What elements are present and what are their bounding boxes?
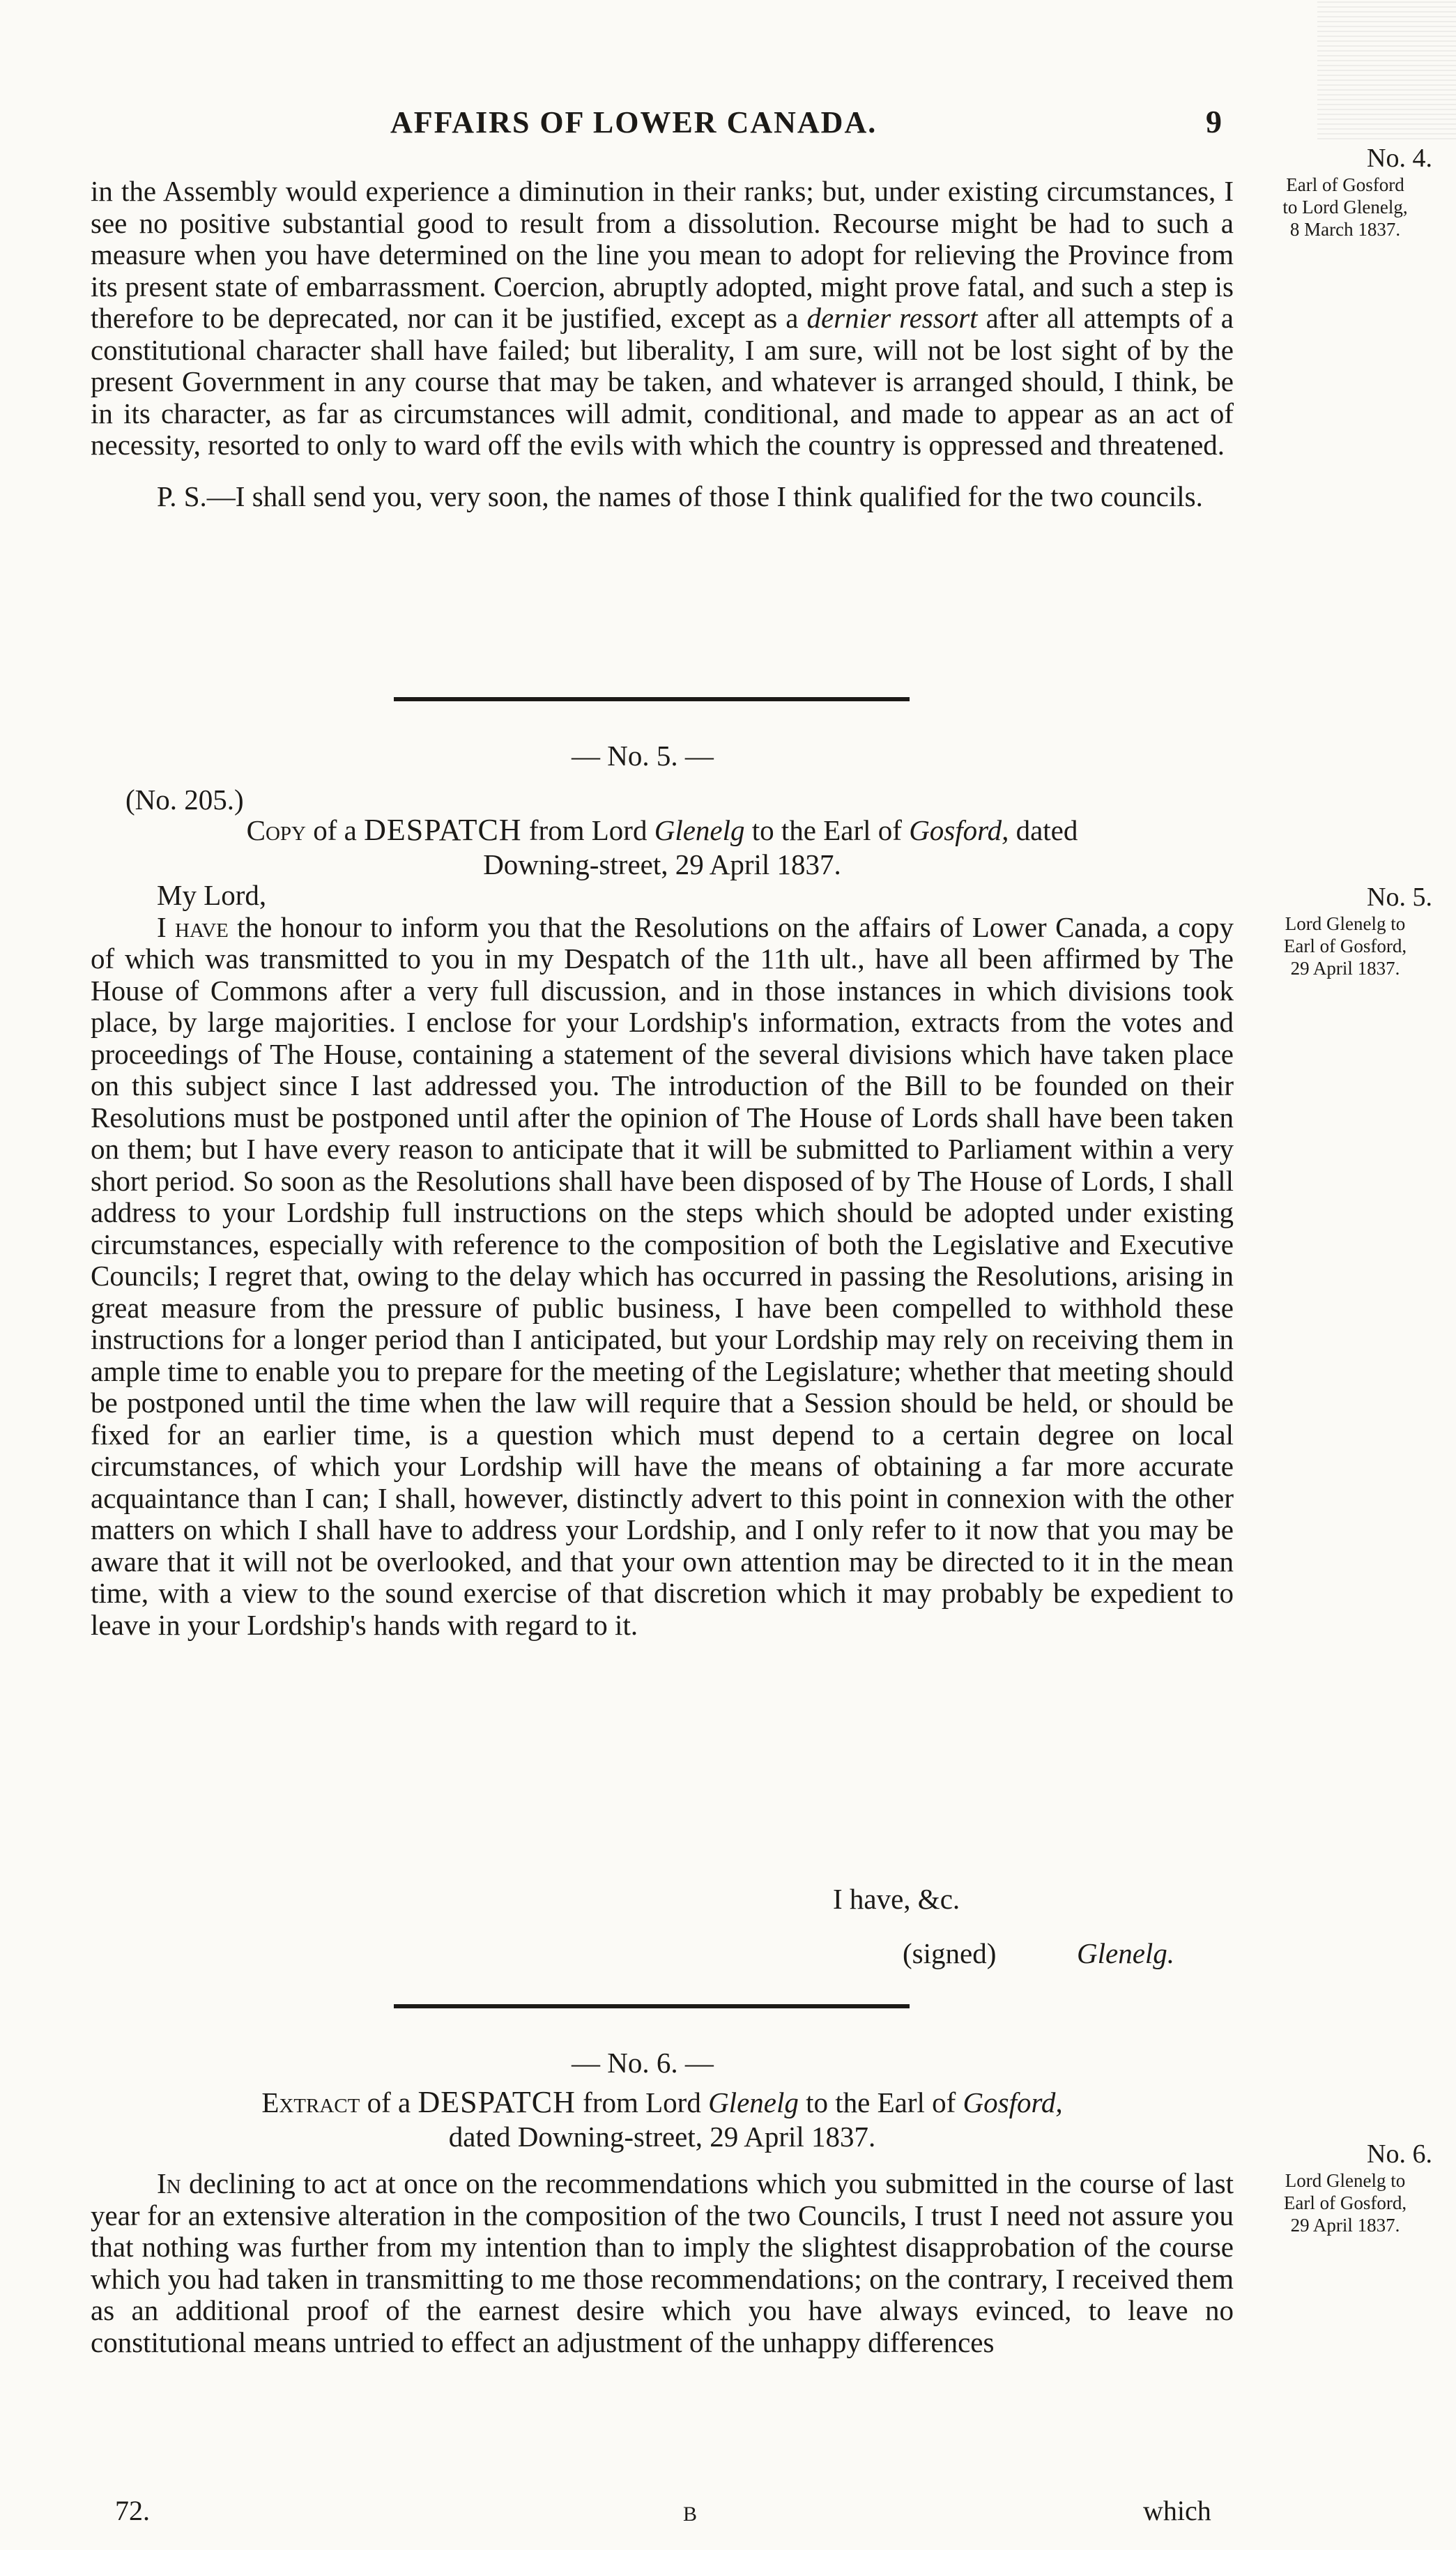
section-5-body bbox=[91, 880, 1234, 1641]
paragraph-lead: I have bbox=[157, 910, 229, 943]
name-glenelg: Glenelg bbox=[654, 814, 745, 846]
text-run: to the Earl of bbox=[798, 2086, 963, 2118]
name-gosford: Gosford, bbox=[909, 814, 1009, 846]
page-texture bbox=[1317, 0, 1456, 139]
text-run: in the Assembly would experience a diminution in their ranks; but, under existing circumstances, I see no positive substantial good to result from a dissolution. Recourse might be had to such a measure when you have determined on the line you mean to adopt for relieving the Province from its present state of embarrassment. Coercion, abruptly adopted, might prove fatal, and such a step is therefore to be deprecated, nor can it be justified, except as a bbox=[91, 175, 1234, 334]
salutation: My Lord, bbox=[157, 879, 267, 911]
margin-note-number: No. 6. bbox=[1367, 2139, 1432, 2169]
margin-note-line: Lord Glenelg to bbox=[1285, 913, 1406, 934]
section-6-paragraph bbox=[91, 2168, 1234, 2358]
margin-note-line: Earl of Gosford bbox=[1286, 174, 1404, 195]
despatch-reference: (No. 205.) bbox=[125, 784, 244, 816]
caption-lead: Extract bbox=[261, 2086, 360, 2118]
section-6-heading: — No. 6. — bbox=[572, 2047, 714, 2079]
postscript: P. S.—I shall send you, very soon, the names of those I think qualified for the two councils. bbox=[157, 480, 1203, 512]
margin-note-line: Lord Glenelg to bbox=[1285, 2170, 1406, 2191]
section-6-body bbox=[91, 2168, 1234, 2358]
section-4-paragraph bbox=[91, 176, 1234, 461]
margin-note-no6 bbox=[1244, 2139, 1446, 2236]
text-run: the honour to inform you that the Resolutions on the affairs of Lower Canada, a copy of which was transmitted to you in my Despatch of the 11th ult., have all been affirmed by The House of Commons after a very full discussion, and in those instances in which divisions took place, by large majorities. I enclose for your Lordship's information, extracts from the votes and proceedings of The House, containing a statement of the several divisions which have taken place on this subject since I last addressed you. The introduction of the Bill to be founded on their Resolutions must be postponed until after the opinion of The House of Lords shall have been taken on them; but I have every reason to anticipate that it will be submitted to Parliament within a very short period. So soon as the Resolutions shall have been disposed of by The House of Lords, I shall address to your Lordship full instructions on the steps which should be adopted under existing circumstances, especially with reference to the composition of both the Legislative and Executive Councils; I regret that, owing to the delay which has occurred in passing the Resolutions, arising in great measure from the pressure of public business, I have been compelled to withhold these instructions for a longer period than I anticipated, but your Lordship may rely on receiving them in ample time to enable you to prepare for the meeting of the Legislature; whether that meeting should be postponed until the time when the law will require that a Session should be held, or should be fixed for an earlier time, is a question which must depend to a certain degree on local circumstances, of which your Lordship will have the means of obtaining a far more accurate acquaintance than I can; I shall, however, distinctly advert to this point in connexion with the other matters on which I shall have to address your Lordship, and I only refer to it now that you may be aware that it will not be overlooked, and that your own attention may be directed to it in the mean time, with a view to the sound exercise of that discretion which it may probably be expedient to leave in your Lordship's hands with regard to it. bbox=[91, 910, 1234, 1641]
text-run: after all attempts of a constitutional character shall have failed; but liberality, I am sure, will not be lost sight of by the present Government in any course that may be taken, and whatever is arranged should, I think, be in its character, as far as circumstances will admit, conditional, and made to appear as an act of necessity, resorted to only to ward off the evils with which the country is oppressed and threatened. bbox=[91, 302, 1234, 461]
text-run: of a bbox=[306, 814, 365, 846]
section-5-paragraph bbox=[91, 912, 1234, 1642]
name-gosford: Gosford, bbox=[963, 2086, 1063, 2118]
footer-sheet-number: 72. bbox=[115, 2495, 150, 2526]
name-glenelg: Glenelg bbox=[708, 2086, 799, 2118]
margin-note-line: 29 April 1837. bbox=[1290, 2215, 1400, 2236]
signed-label: (signed) bbox=[903, 1937, 997, 1969]
page-header-title: AFFAIRS OF LOWER CANADA. bbox=[390, 105, 878, 139]
caption-line-2: Downing-street, 29 April 1837. bbox=[483, 848, 841, 880]
text-run: from Lord bbox=[575, 2086, 709, 2118]
section-5-caption bbox=[91, 812, 1234, 881]
text-run: from Lord bbox=[521, 814, 654, 846]
margin-note-number: No. 5. bbox=[1367, 883, 1432, 912]
closing: I have, &c. bbox=[833, 1883, 960, 1915]
text-run: to the Earl of bbox=[744, 814, 910, 846]
footer-signature-mark: B bbox=[683, 2503, 698, 2526]
margin-note-line: Earl of Gosford, bbox=[1283, 2192, 1407, 2213]
margin-note-line: to Lord Glenelg, bbox=[1282, 197, 1408, 217]
section-divider bbox=[394, 697, 910, 701]
margin-note-line: 29 April 1837. bbox=[1290, 958, 1400, 979]
page-number: 9 bbox=[1206, 104, 1222, 139]
margin-note-line: Earl of Gosford, bbox=[1283, 936, 1407, 956]
italic-phrase: dernier ressort bbox=[806, 302, 978, 334]
paragraph-lead: In bbox=[157, 2167, 181, 2199]
text-run: of a bbox=[360, 2086, 418, 2118]
signature: Glenelg. bbox=[1077, 1937, 1175, 1969]
caption-lead: Copy bbox=[246, 814, 306, 846]
caption-line-2: dated Downing-street, 29 April 1837. bbox=[448, 2121, 876, 2153]
despatch-word: DESPATCH bbox=[417, 2085, 576, 2119]
despatch-word: DESPATCH bbox=[364, 813, 522, 847]
section-5-heading: — No. 5. — bbox=[572, 740, 714, 772]
margin-note-no4 bbox=[1244, 143, 1446, 241]
text-run: declining to act at once on the recommendations which you submitted in the course of last year for an extensive alteration in the composition of the two Councils, I trust I need not assure you that nothing was further from my intention than to imply the slightest disapprobation of the course which you had taken in transmitting to me those recommendations; on the contrary, I received them as an additional proof of the earnest desire which you have always evinced, to leave no constitutional means untried to effect an adjustment of the unhappy differences bbox=[91, 2167, 1234, 2358]
margin-note-line: 8 March 1837. bbox=[1289, 219, 1401, 240]
section-divider bbox=[394, 2004, 910, 2008]
section-6-caption bbox=[91, 2084, 1234, 2153]
margin-note-no5 bbox=[1244, 882, 1446, 979]
margin-note-number: No. 4. bbox=[1367, 144, 1432, 173]
text-run: dated bbox=[1009, 814, 1078, 846]
footer-catchword: which bbox=[1143, 2495, 1211, 2526]
section-4-body bbox=[91, 176, 1234, 512]
